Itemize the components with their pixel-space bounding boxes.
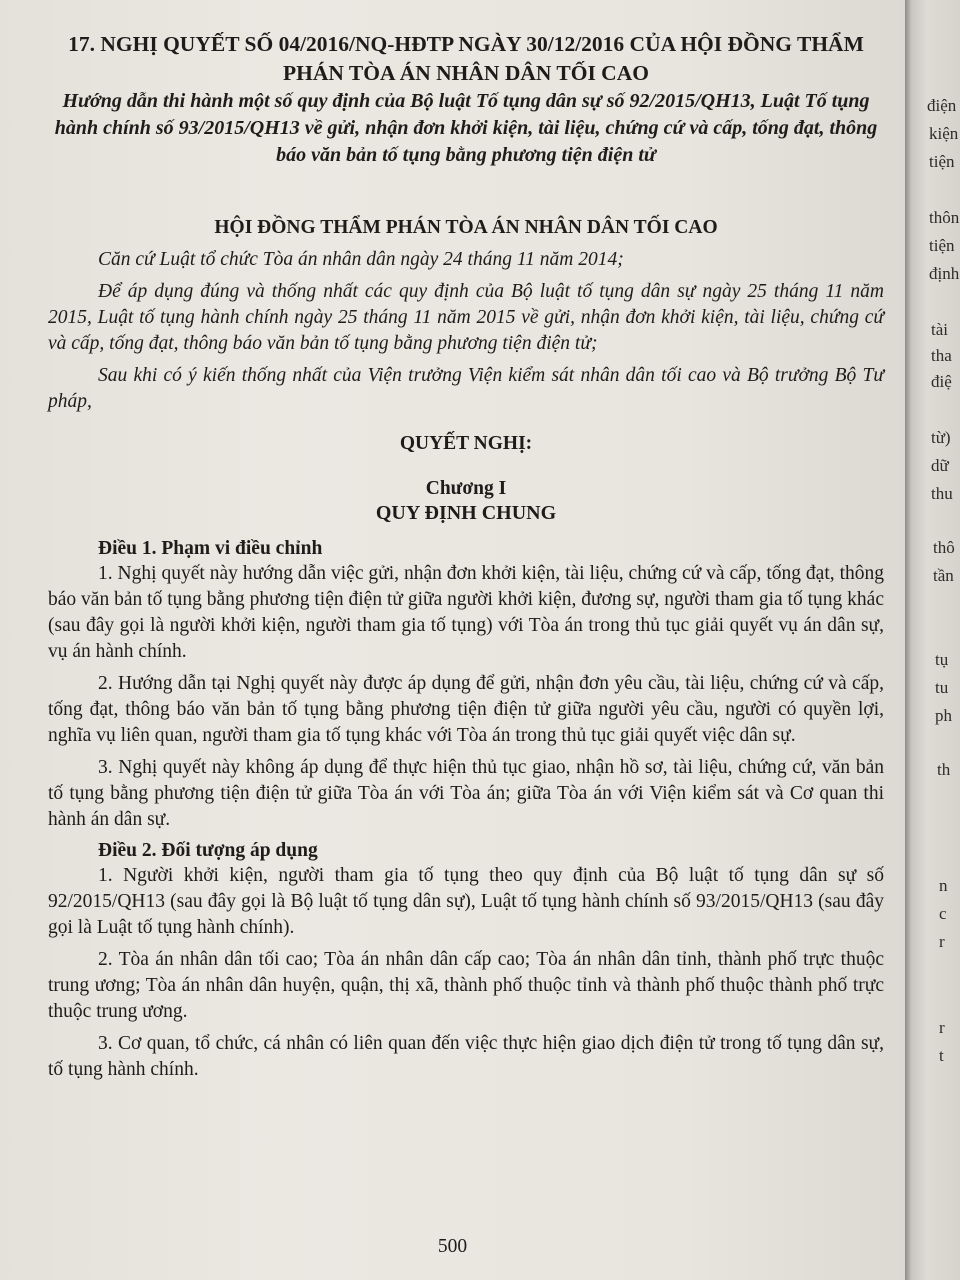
article-clause: 3. Cơ quan, tổ chức, cá nhân có liên quan đến việc thực hiện giao dịch điện tử trong tố tụng dân sự, tố tụng hành chính.	[48, 1033, 884, 1080]
chapter-label: Chương I	[425, 478, 507, 499]
edge-word: r	[939, 1018, 945, 1037]
article-heading: Điều 2. Đối tượng áp dụng	[98, 840, 318, 861]
edge-word: điệ	[931, 372, 952, 391]
edge-word: điện	[927, 96, 957, 115]
edge-word: c	[939, 904, 947, 923]
edge-word: định	[929, 264, 960, 283]
preamble-paragraph: Để áp dụng đúng và thống nhất các quy định của Bộ luật tố tụng dân sự ngày 25 tháng 11 năm 2015, Luật tố tụng hành chính ngày 25 tháng 11 năm 2015 về gửi, nhận đơn khởi kiện, tài liệu, chứng cứ và cấp, tống đạt, thông báo văn bản tố tụng bằng phương tiện điện tử;	[48, 281, 884, 354]
edge-word: tụ	[935, 650, 949, 669]
article-clause: 1. Người khởi kiện, người tham gia tố tụng theo quy định của Bộ luật tố tụng dân sự số 92/2015/QH13 (sau đây gọi là Bộ luật tố tụng dân sự), Luật tố tụng hành chính số 93/2015/QH13 (sau đây gọi là Luật tố tụng hành chính).	[48, 865, 884, 938]
edge-word: t	[939, 1046, 944, 1065]
next-page-edge	[905, 0, 960, 1280]
edge-word: thu	[931, 484, 953, 503]
edge-word: r	[939, 932, 945, 951]
page-number: 500	[437, 1236, 468, 1257]
edge-word: tài	[931, 320, 948, 339]
document-subtitle: Hướng dẫn thi hành một số quy định của Bộ luật Tố tụng dân sự số 92/2015/QH13, Luật Tố tụng hành chính số 93/2015/QH13 về gửi, nhận đơn khởi kiện, tài liệu, chứng cứ và cấp, tống đạt, thông báo văn bản tố tụng bằng phương tiện điện tử	[54, 90, 878, 166]
edge-word: thô	[933, 538, 955, 557]
document-body	[48, 30, 884, 1089]
edge-word: từ)	[931, 428, 951, 447]
edge-word: tiện	[929, 236, 955, 255]
article-clause: 2. Hướng dẫn tại Nghị quyết này được áp dụng để gửi, nhận đơn yêu cầu, tài liệu, chứng cứ và cấp, tống đạt, thông báo văn bản tố tụng bằng phương tiện điện tử giữa người yêu cầu, người có quyền lợi, nghĩa vụ liên quan, người tham gia tố tụng khác với Tòa án trong thủ tục giải quyết việc dân sự.	[48, 673, 884, 746]
edge-word: tiện	[929, 152, 955, 171]
edge-word: kiện	[929, 124, 959, 143]
edge-word: tần	[933, 566, 954, 585]
chapter-title: QUY ĐỊNH CHUNG	[375, 502, 557, 524]
edge-word: thôn	[929, 208, 960, 227]
edge-word: th	[937, 760, 951, 779]
article-clause: 3. Nghị quyết này không áp dụng để thực hiện thủ tục giao, nhận hồ sơ, tài liệu, chứng cứ, văn bản tố tụng bằng phương tiện điện tử giữa Tòa án với Tòa án; giữa Tòa án với Viện kiểm sát và Cơ quan thi hành án dân sự.	[48, 757, 884, 830]
article-heading: Điều 1. Phạm vi điều chỉnh	[98, 538, 323, 559]
edge-word: dữ	[931, 456, 949, 475]
article-clause: 1. Nghị quyết này hướng dẫn việc gửi, nhận đơn khởi kiện, tài liệu, chứng cứ và cấp, tống đạt, thông báo văn bản tố tụng bằng phương tiện điện tử giữa người khởi kiện, đương sự, người tham gia tố tụng khác (sau đây gọi là người khởi kiện, người tham gia tố tụng) với Tòa án trong thủ tục giải quyết vụ án dân sự, vụ án hành chính.	[48, 563, 884, 662]
council-heading: HỘI ĐỒNG THẨM PHÁN TÒA ÁN NHÂN DÂN TỐI CAO	[214, 217, 718, 238]
edge-word: n	[939, 876, 948, 895]
decision-heading: QUYẾT NGHỊ:	[399, 433, 533, 454]
preamble-paragraph: Căn cứ Luật tổ chức Tòa án nhân dân ngày 24 tháng 11 năm 2014;	[98, 249, 624, 270]
edge-word: ph	[935, 706, 952, 725]
article-clause: 2. Tòa án nhân dân tối cao; Tòa án nhân dân cấp cao; Tòa án nhân dân tỉnh, thành phố trực thuộc trung ương; Tòa án nhân dân huyện, quận, thị xã, thành phố thuộc tỉnh và thành phố thuộc thành phố trực thuộc trung ương.	[48, 949, 884, 1022]
document-title: 17. NGHỊ QUYẾT SỐ 04/2016/NQ-HĐTP NGÀY 30/12/2016 CỦA HỘI ĐỒNG THẨM PHÁN TÒA ÁN NHÂN DÂN TỐI CAO	[68, 32, 864, 85]
edge-word: tha	[931, 346, 952, 365]
preamble-paragraph: Sau khi có ý kiến thống nhất của Viện trưởng Viện kiểm sát nhân dân tối cao và Bộ trưởng Bộ Tư pháp,	[48, 365, 884, 412]
edge-word: tu	[935, 678, 949, 697]
